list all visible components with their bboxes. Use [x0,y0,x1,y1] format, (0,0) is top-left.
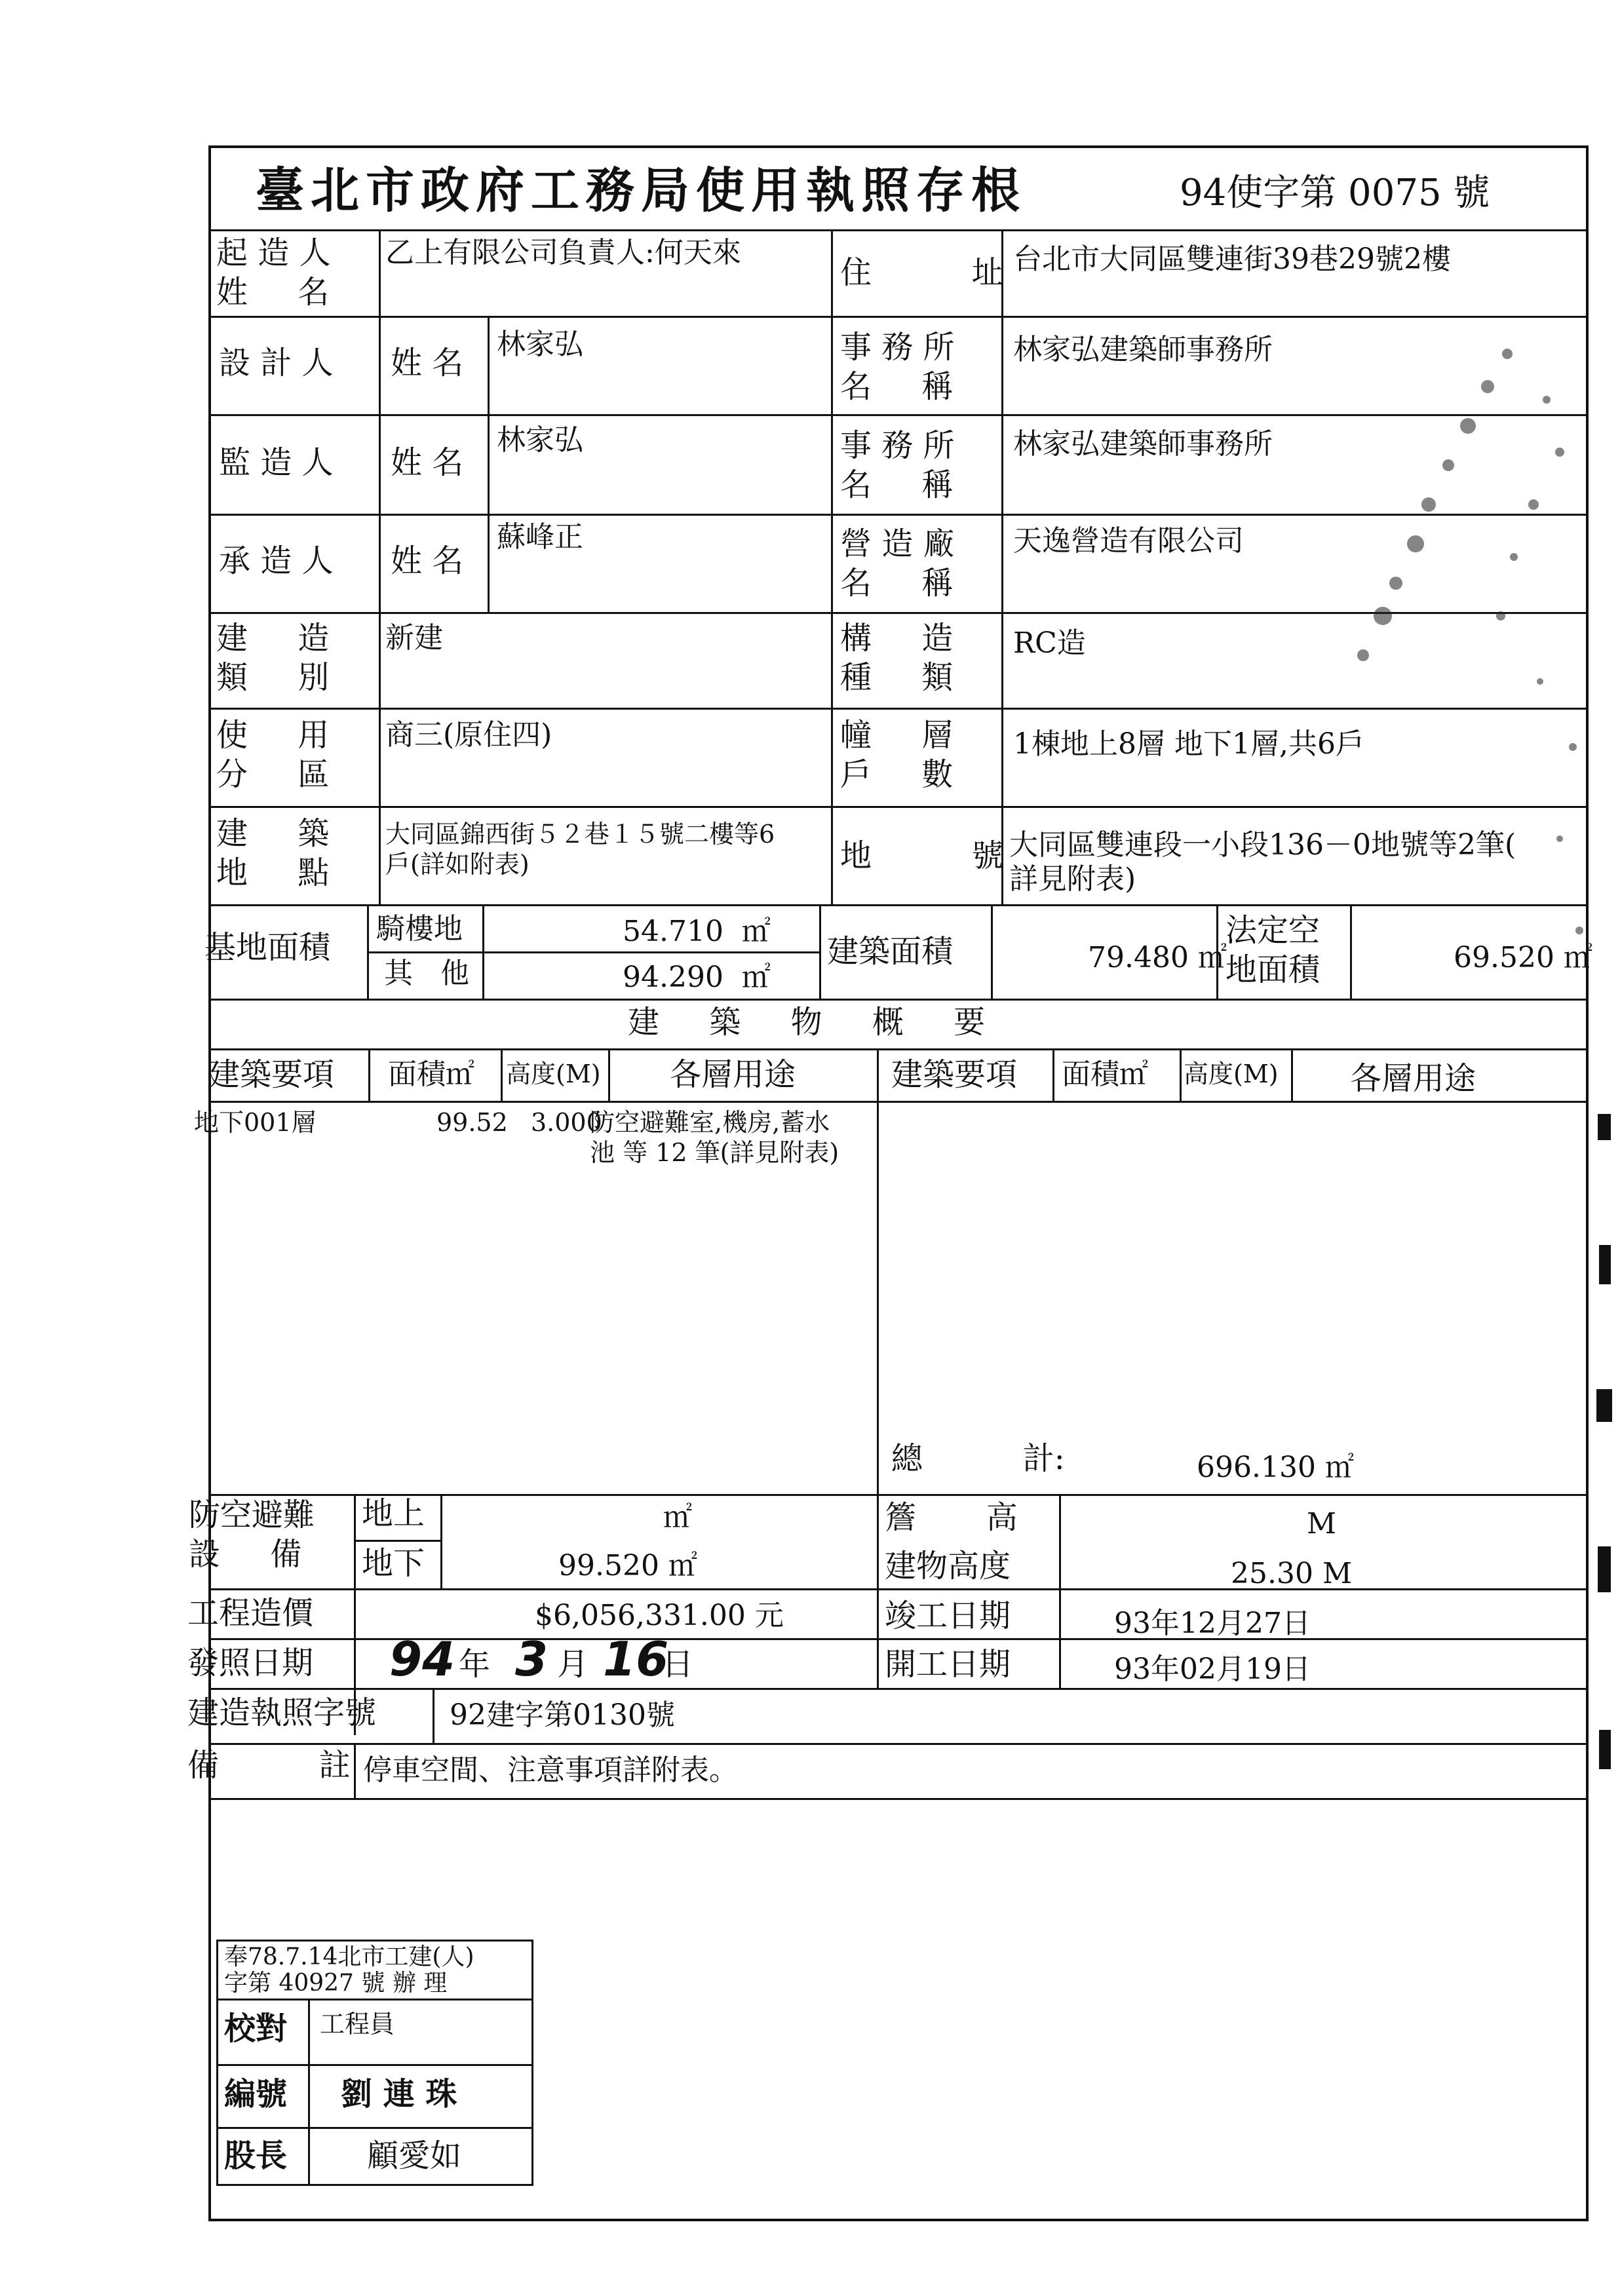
start-date-value: 93年02月19日 [1114,1653,1311,1686]
location-label: 建 築 地 點 [216,815,330,891]
contractor-office-label: 營 造 廠 名 稱 [840,526,955,602]
divider [308,1999,310,2186]
designer-label: 設 計 人 [219,345,334,381]
structure-value: RC造 [1013,626,1086,660]
issue-month-handwritten: 3 [515,1632,549,1687]
overview-col-item-right: 建築要項 [891,1056,1018,1093]
divider [831,229,833,904]
stamp-code-label: 編號 [224,2076,288,2113]
remark-label: 備 註 [187,1747,351,1784]
permit-number: 94使字第 0075 號 [1180,172,1490,214]
divider [1052,1048,1054,1101]
contractor-name-label: 姓 名 [391,543,464,579]
overview-row-use: 防空避難室,機房,蓄水 池 等 12 筆(詳見附表) [590,1108,839,1167]
divider [608,1048,610,1101]
eave-label: 簷 高 [885,1499,1018,1536]
zoning-label: 使 用 分 區 [216,717,330,793]
owner-address-label: 住 址 [840,254,1003,291]
completion-value: 93年12月27日 [1114,1607,1311,1640]
owner-label: 起 造 人 姓 名 [216,235,331,311]
build-permit-label: 建造執照字號 [187,1694,377,1731]
cost-value: $6,056,331.00 元 [535,1599,784,1632]
other-value: 94.290 ㎡ [623,961,771,994]
stamp-line1: 奉78.7.14北市工建(人) [224,1943,474,1970]
supervisor-name: 林家弘 [497,423,583,457]
supervisor-label: 監 造 人 [219,444,334,481]
issue-day-handwritten: 16 [603,1632,669,1687]
divider [877,1494,879,1688]
stamp-check-label: 校對 [224,2010,288,2047]
building-height-label: 建物高度 [885,1548,1011,1584]
total-label: 總 計: [891,1440,1065,1477]
scan-edge-marks [1592,1048,1619,1835]
eave-value: M [1307,1507,1337,1540]
issue-date-label: 發照日期 [187,1645,314,1681]
overview-col-height-left: 高度(M) [506,1060,601,1088]
building-area-label: 建築面積 [827,933,954,970]
cost-label: 工程造價 [187,1595,314,1632]
designer-name-label: 姓 名 [391,345,464,381]
divider [354,1540,440,1542]
floors-label: 幢 層 戶 數 [840,717,954,793]
other-label: 其 他 [384,957,469,990]
divider [1059,1494,1061,1688]
building-area-value: 79.480 ㎡ [1088,941,1227,974]
building-height-value: 25.30 M [1231,1557,1353,1590]
overview-row-item: 地下001層 [194,1108,317,1137]
document-title: 臺北市政府工務局使用執照存根 [256,163,1026,219]
divider [488,316,490,612]
stamp-chief-signature: 顧愛如 [367,2137,462,2174]
lot-label: 地 號 [840,837,1003,874]
overview-col-item-left: 建築要項 [208,1056,335,1093]
open-space-label: 法定空 地面積 [1225,912,1321,988]
divider [208,1588,1589,1590]
overview-col-area-right: 面積㎡ [1062,1058,1148,1091]
supervisor-name-label: 姓 名 [391,444,464,481]
completion-label: 竣工日期 [885,1598,1011,1634]
divider [208,1743,1589,1745]
start-date-label: 開工日期 [885,1646,1011,1683]
divider [354,1743,356,1798]
floors-value: 1棟地上8層 地下1層,共6戶 [1013,727,1364,761]
stamp-chief-label: 股長 [224,2137,288,2174]
divider [367,951,819,953]
divider [433,1688,434,1743]
supervisor-office: 林家弘建築師事務所 [1013,427,1273,461]
issue-year-handwritten: 94 [389,1632,455,1687]
contractor-label: 承 造 人 [219,543,334,579]
divider [208,1688,1589,1690]
owner-address: 台北市大同區雙連街39巷29號2樓 [1013,242,1451,276]
divider [379,229,381,904]
build-type-value: 新建 [385,621,443,655]
location-value: 大同區錦西街５２巷１５號二樓等6 戶(詳如附表) [385,820,775,879]
shelter-below-label: 地下 [362,1545,425,1582]
issue-year-unit: 年 [459,1646,491,1683]
designer-name: 林家弘 [497,328,583,361]
overview-col-use-left: 各層用途 [670,1056,796,1093]
divider [216,2064,533,2066]
zoning-value: 商三(原住四) [385,718,552,752]
shelter-above-label: 地上 [362,1495,425,1532]
site-area-label: 基地面積 [204,929,331,966]
build-permit-value: 92建字第0130號 [450,1698,675,1732]
overview-title: 建 築 物 概 要 [628,1004,986,1041]
overview-row-height: 3.000 [531,1108,602,1137]
designer-office-label: 事 務 所 名 稱 [840,329,955,405]
divider [1001,229,1003,904]
issue-day-unit: 日 [662,1646,694,1683]
divider [877,1048,879,1494]
divider [208,1798,1589,1800]
total-value: 696.130 ㎡ [1197,1451,1354,1484]
arcade-value: 54.710 ㎡ [623,915,771,948]
open-space-value: 69.520 ㎡ [1454,941,1592,974]
divider [216,1999,533,2000]
designer-office: 林家弘建築師事務所 [1013,333,1273,366]
overview-col-height-right: 高度(M) [1184,1060,1279,1088]
build-type-label: 建 造 類 別 [216,620,330,696]
overview-col-use-right: 各層用途 [1350,1060,1476,1097]
issue-month-unit: 月 [557,1646,589,1683]
stamp-line2: 字第 40927 號 辦 理 [224,1970,448,1997]
divider [208,1101,1589,1103]
stamp-code-signature: 劉 連 珠 [341,2076,457,2113]
divider [216,2127,533,2129]
lot-value: 大同區雙連段一小段136－0地號等2筆( 詳見附表) [1009,828,1516,896]
owner-name: 乙上有限公司負責人:何天來 [385,236,741,269]
divider [1180,1048,1182,1101]
divider [991,904,993,999]
stamp-check-signature: 工程員 [320,2010,395,2038]
contractor-office: 天逸營造有限公司 [1013,524,1244,558]
structure-label: 構 造 種 類 [840,620,954,696]
divider [440,1494,442,1588]
divider [208,229,1589,231]
divider [819,904,821,999]
overview-row-area: 99.52 [436,1108,508,1137]
shelter-label: 防空避難 設 備 [189,1497,315,1573]
scan-smudge [1232,341,1599,1062]
contractor-name: 蘇峰正 [497,520,583,554]
divider [501,1048,503,1101]
shelter-above-value: ㎡ [663,1501,692,1534]
overview-col-area-left: 面積㎡ [388,1058,474,1091]
supervisor-office-label: 事 務 所 名 稱 [840,427,955,503]
remark-value: 停車空間、注意事項詳附表。 [363,1753,738,1787]
divider [208,316,1589,318]
shelter-below-value: 99.520 ㎡ [558,1549,697,1582]
divider [368,1048,370,1101]
arcade-label: 騎樓地 [376,912,463,946]
